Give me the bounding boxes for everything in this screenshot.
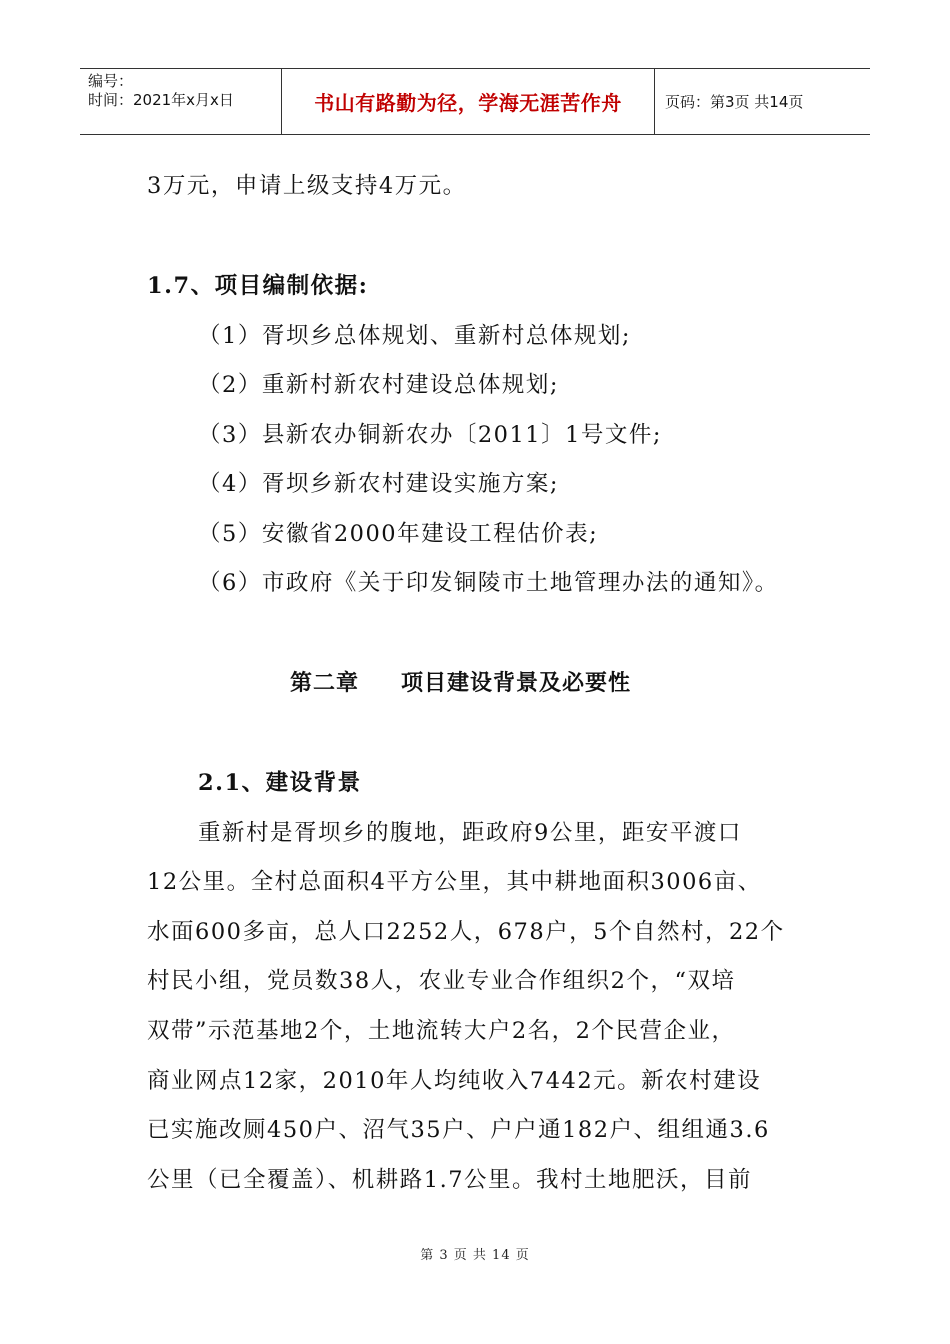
header-number-label: 编号： [88,72,134,90]
header-time-label: 时间：2021年x月x日 [88,91,234,109]
section-heading-1-7: 1.7、项目编制依据: [147,273,369,299]
list-item: （4）胥坝乡新农村建设实施方案; [198,471,559,497]
text-line-continuation: 3万元，申请上级支持4万元。 [147,173,467,199]
header-page-info: 页码：第3页 共14页 [665,93,804,111]
list-item: （5）安徽省2000年建设工程估价表; [198,521,599,547]
page-header [80,68,870,135]
section-heading-2-1: 2.1、建设背景 [198,770,362,796]
page-footer: 第 3 页 共 14 页 [420,1248,530,1263]
list-item: （1）胥坝乡总体规划、重新村总体规划; [198,323,631,349]
paragraph-line: 12公里。全村总面积4平方公里，其中耕地面积3006亩、 [147,869,762,895]
paragraph-line: 重新村是胥坝乡的腹地，距政府9公里，距安平渡口 [198,820,742,846]
list-item: （3）县新农办铜新农办〔2011〕1号文件; [198,422,662,448]
chapter-heading [290,668,631,700]
chapter-number: 第二章 [290,671,360,696]
list-item: （2）重新村新农村建设总体规划; [198,372,559,398]
paragraph-line: 双带”示范基地2个，土地流转大户2名，2个民营企业， [147,1018,736,1044]
paragraph-line: 水面600多亩，总人口2252人，678户，5个自然村，22个 [147,919,785,945]
paragraph-line: 公里（已全覆盖）、机耕路1.7公里。我村土地肥沃，目前 [147,1167,753,1193]
list-item: （6）市政府《关于印发铜陵市土地管理办法的通知》。 [198,570,779,596]
paragraph-line: 已实施改厕450户、沼气35户、户户通182户、组组通3.6 [147,1117,770,1143]
header-motto: 书山有路勤为径，学海无涯苦作舟 [282,69,655,134]
paragraph-line: 商业网点12家，2010年人均纯收入7442元。新农村建设 [147,1068,762,1094]
chapter-title: 项目建设背景及必要性 [401,671,632,696]
header-meta [80,69,282,134]
paragraph-line: 村民小组，党员数38人，农业专业合作组织2个，“双培 [147,968,736,994]
